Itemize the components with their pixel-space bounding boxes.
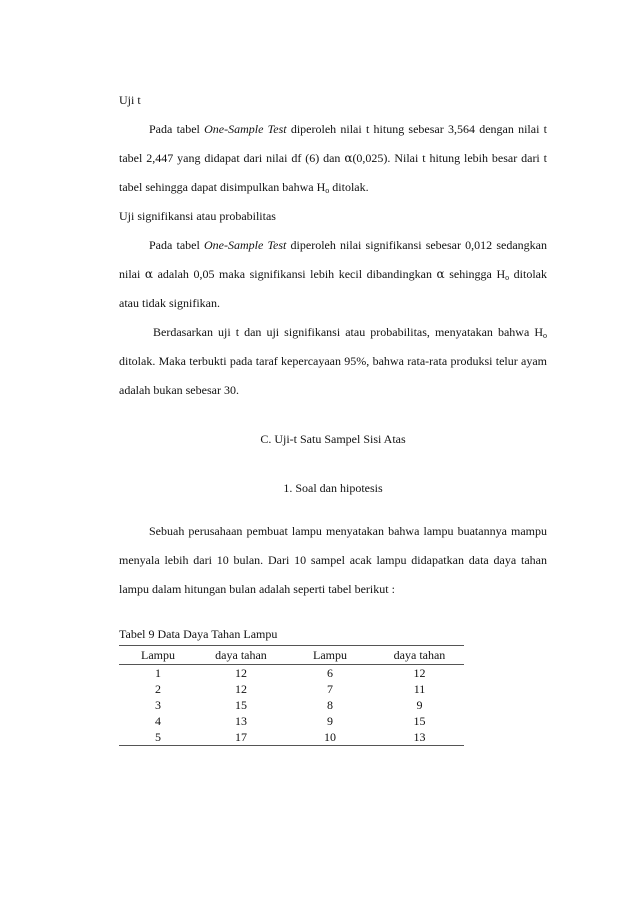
table-row	[119, 713, 464, 729]
table-cell: 13	[375, 729, 464, 746]
table-row	[119, 681, 464, 697]
header-lampu-2: Lampu	[285, 646, 375, 665]
table-cell: 12	[235, 666, 247, 680]
table-cell: 5	[119, 729, 197, 746]
kesimpulan-paragraph: Berdasarkan uji t dan uji signifikansi atau probabilitas, menyatakan bahwa $H_o$ ditolak. Maka terbukti pada taraf kepercayaan 95%, bahwa rata-rata produksi telur ayam adalah bukan sebesar 30.	[119, 325, 547, 397]
section-subtitle: 1. Soal dan hipotesis	[283, 481, 383, 495]
alpha-symbol: α	[144, 267, 154, 281]
uji-t-heading: Uji t	[119, 93, 141, 107]
soal-paragraph: Sebuah perusahaan pembuat lampu menyatakan bahwa lampu buatannya mampu menyala lebih dari 10 bulan. Dari 10 sampel acak lampu didapatkan data daya tahan lampu dalam hitungan bulan adalah seperti tabel berikut :	[119, 524, 547, 596]
table-row	[119, 697, 464, 713]
header-lampu: Lampu	[119, 646, 197, 665]
table-cell: 10	[285, 729, 375, 746]
table-cell: 4	[155, 714, 161, 728]
table-cell: 17	[197, 729, 285, 746]
table-cell: 6	[327, 666, 333, 680]
table-cell: 11	[413, 682, 426, 696]
table-cell: 12	[413, 666, 426, 680]
table-caption: Tabel 9 Data Daya Tahan Lampu	[119, 627, 278, 641]
data-table	[119, 645, 464, 746]
section-title: C. Uji-t Satu Sampel Sisi Atas	[260, 432, 406, 446]
header-daya-tahan-2: daya tahan	[375, 646, 464, 665]
header-daya-tahan: daya tahan	[197, 646, 285, 665]
table-cell: 9	[416, 698, 423, 712]
table-cell: 15	[235, 698, 247, 712]
table-cell: 1	[155, 666, 161, 680]
table-cell: 12	[235, 682, 247, 696]
uji-t-paragraph: Pada tabel One-Sample Test diperoleh nilai t hitung sebesar 3,564 dengan nilai t tabel 2,447 yang didapat dari nilai df (6) dan α(0,025). Nilai t hitung lebih besar dari t tabel sehingga dapat disimpulkan bahwa $H_o$ ditolak.	[119, 122, 548, 195]
alpha-symbol: α	[344, 151, 353, 165]
table-row	[119, 665, 464, 682]
table-header-row	[119, 646, 464, 665]
table-row	[119, 729, 464, 746]
signifikansi-heading: Uji signifikansi atau probabilitas	[119, 209, 276, 223]
table-cell: 8	[327, 698, 333, 712]
alpha-symbol: α	[436, 267, 445, 281]
table-cell: 2	[155, 682, 161, 696]
table-cell: 13	[235, 714, 247, 728]
table-cell: 9	[327, 714, 333, 728]
signifikansi-paragraph: Pada tabel One-Sample Test diperoleh nilai signifikansi sebesar 0,012 sedangkan nilai α adalah 0,05 maka signifikansi lebih kecil dibandingkan α sehingga $H_o$ ditolak atau tidak signifikan.	[119, 238, 548, 310]
table-cell: 3	[155, 698, 161, 712]
table-cell: 15	[413, 714, 426, 728]
table-cell: 7	[327, 682, 333, 696]
